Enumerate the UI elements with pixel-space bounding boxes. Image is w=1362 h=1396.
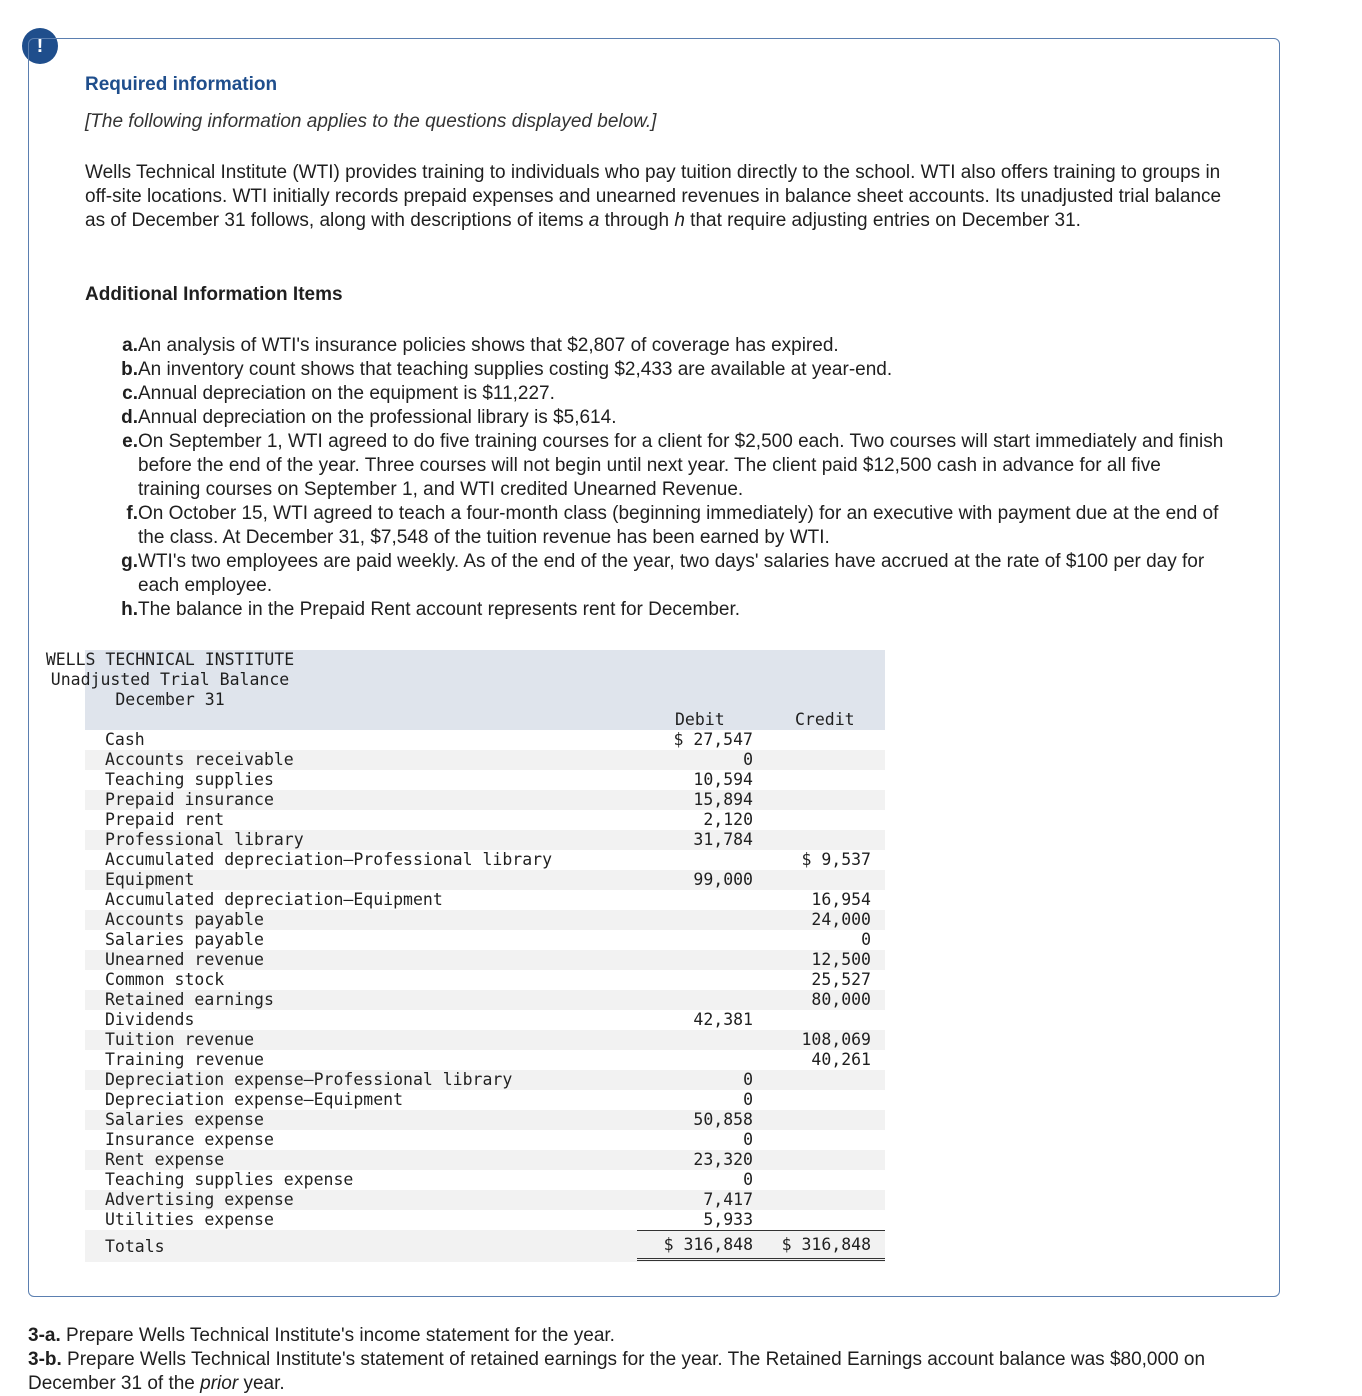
additional-info-list [115, 334, 1225, 622]
info-item-letter: g. [121, 551, 138, 572]
account-name: Accounts payable [105, 910, 264, 929]
account-name: Teaching supplies [105, 770, 274, 789]
account-name: Salaries payable [105, 930, 264, 949]
question-list [28, 1324, 1248, 1396]
account-name: Training revenue [105, 1050, 264, 1069]
account-name: Professional library [105, 830, 304, 849]
table-row [85, 1110, 885, 1130]
credit-amount: 25,527 [811, 970, 871, 989]
additional-info-heading: Additional Information Items [85, 284, 343, 305]
info-item [115, 598, 1225, 622]
totals-label: Totals [105, 1237, 165, 1256]
debit-amount: 99,000 [693, 870, 753, 889]
info-item-letter: f. [126, 503, 138, 524]
account-name: Advertising expense [105, 1190, 294, 1209]
debit-column-header: Debit [675, 710, 725, 729]
info-item-text: An inventory count shows that teaching supplies costing $2,433 are available at year-end. [138, 359, 893, 380]
info-item-letter: e. [122, 431, 138, 452]
table-row [85, 1210, 885, 1230]
debit-amount: $ 27,547 [673, 730, 753, 749]
table-row [85, 890, 885, 910]
debit-amount: 7,417 [703, 1190, 753, 1209]
table-row [85, 810, 885, 830]
info-item-text: Annual depreciation on the professional library is $5,614. [138, 407, 617, 428]
credit-amount: $ 9,537 [801, 850, 871, 869]
table-row [85, 970, 885, 990]
credit-amount: 108,069 [801, 1030, 871, 1049]
debit-amount: 15,894 [693, 790, 753, 809]
alert-icon: ! [22, 28, 58, 64]
trial-balance-table [45, 650, 885, 1262]
info-item-letter: h. [121, 599, 138, 620]
debit-amount: 0 [743, 1070, 753, 1089]
account-name: Cash [105, 730, 145, 749]
question-item: 3-b. Prepare Wells Technical Institute's statement of retained earnings for the year. The Retained Earnings account balance was $80,000 on December 31 of the prior year. [28, 1349, 1206, 1394]
table-row [85, 730, 885, 750]
account-name: Teaching supplies expense [105, 1170, 354, 1189]
table-row [85, 750, 885, 770]
intro-paragraph: Wells Technical Institute (WTI) provides training to individuals who pay tuition directly to the school. WTI also offers training to groups in off-site locations. WTI initially records prepaid expenses and unearned revenues in balance sheet accounts. Its unadjusted trial balance as of December 31 follows, along with descriptions of items a through h that require adjusting entries on December 31. [85, 162, 1222, 231]
info-item-text: The balance in the Prepaid Rent account represents rent for December. [138, 599, 741, 620]
debit-amount: 50,858 [693, 1110, 753, 1129]
table-row [85, 1130, 885, 1150]
account-name: Unearned revenue [105, 950, 264, 969]
account-name: Tuition revenue [105, 1030, 255, 1049]
table-row [85, 1190, 885, 1210]
info-item-letter: a. [122, 335, 138, 356]
table-row [85, 910, 885, 930]
credit-amount: 80,000 [811, 990, 871, 1009]
credit-amount: 0 [861, 930, 871, 949]
table-row [85, 770, 885, 790]
question-label: 3-a. [28, 1325, 61, 1346]
debit-amount: 42,381 [693, 1010, 753, 1029]
info-item [115, 406, 1225, 430]
account-name: Dividends [105, 1010, 195, 1029]
account-name: Retained earnings [105, 990, 274, 1009]
debit-amount: 23,320 [693, 1150, 753, 1169]
debit-amount: 0 [743, 1130, 753, 1149]
company-name: WELLS TECHNICAL INSTITUTE [45, 650, 295, 669]
debit-amount: 31,784 [693, 830, 753, 849]
info-item-text: An analysis of WTI's insurance policies shows that $2,807 of coverage has expired. [138, 335, 839, 356]
account-name: Equipment [105, 870, 195, 889]
required-info-title: Required information [85, 74, 278, 95]
table-row [85, 1030, 885, 1050]
debit-amount: 5,933 [703, 1210, 753, 1229]
statement-title: Unadjusted Trial Balance [50, 670, 290, 689]
table-row [85, 1010, 885, 1030]
info-item [115, 358, 1225, 382]
table-row [85, 990, 885, 1010]
account-name: Utilities expense [105, 1210, 274, 1229]
credit-column-header: Credit [795, 710, 855, 729]
credit-amount: 16,954 [811, 890, 871, 909]
info-item [115, 550, 1225, 598]
account-name: Prepaid rent [105, 810, 225, 829]
totals-row [85, 1230, 885, 1262]
account-name: Accounts receivable [105, 750, 294, 769]
totals-double-rule [637, 1258, 885, 1261]
question-item: 3-a. Prepare Wells Technical Institute's income statement for the year. [28, 1325, 615, 1346]
info-item [115, 430, 1225, 502]
info-item-text: Annual depreciation on the equipment is $11,227. [138, 383, 555, 404]
info-item-letter: d. [121, 407, 138, 428]
debit-amount: 2,120 [703, 810, 753, 829]
info-item-text: On September 1, WTI agreed to do five training courses for a client for $2,500 each. Two courses will start immediately and finish before the end of the year. Three courses will not begin until next year. The client paid $12,500 cash in advance for all five training courses on September 1, and WTI credited Unearned Revenue. [138, 431, 1224, 500]
trial-balance-header [45, 650, 885, 730]
table-row [85, 1090, 885, 1110]
credit-amount: 24,000 [811, 910, 871, 929]
table-row [85, 870, 885, 890]
table-row [85, 830, 885, 850]
account-name: Accumulated depreciation—Equipment [105, 890, 443, 909]
debit-amount: 0 [743, 1170, 753, 1189]
table-row [85, 790, 885, 810]
account-name: Depreciation expense—Equipment [105, 1090, 404, 1109]
account-name: Accumulated depreciation—Professional library [105, 850, 553, 869]
table-row [85, 850, 885, 870]
total-debit: $ 316,848 [663, 1235, 753, 1254]
account-name: Salaries expense [105, 1110, 264, 1129]
trial-balance-rows [85, 730, 885, 1230]
credit-amount: 40,261 [811, 1050, 871, 1069]
debit-amount: 0 [743, 1090, 753, 1109]
info-item [115, 502, 1225, 550]
info-item-letter: c. [122, 383, 138, 404]
account-name: Depreciation expense—Professional library [105, 1070, 513, 1089]
account-name: Common stock [105, 970, 225, 989]
statement-date: December 31 [115, 690, 225, 709]
table-row [85, 930, 885, 950]
debit-amount: 10,594 [693, 770, 753, 789]
table-row [85, 950, 885, 970]
table-row [85, 1050, 885, 1070]
table-row [85, 1150, 885, 1170]
table-row [85, 1170, 885, 1190]
account-name: Prepaid insurance [105, 790, 274, 809]
debit-amount: 0 [743, 750, 753, 769]
table-row [85, 1070, 885, 1090]
total-credit: $ 316,848 [781, 1235, 871, 1254]
info-item-text: On October 15, WTI agreed to teach a four-month class (beginning immediately) for an executive with payment due at the end of the class. At December 31, $7,548 of the tuition revenue has been earned by WTI. [138, 503, 1219, 548]
question-label: 3-b. [28, 1349, 62, 1370]
account-name: Insurance expense [105, 1130, 274, 1149]
credit-amount: 12,500 [811, 950, 871, 969]
info-note: [The following information applies to the questions displayed below.] [85, 111, 657, 132]
info-item-text: WTI's two employees are paid weekly. As of the end of the year, two days' salaries have accrued at the rate of $100 per day for each employee. [138, 551, 1205, 596]
account-name: Rent expense [105, 1150, 225, 1169]
info-item [115, 334, 1225, 358]
info-item-letter: b. [121, 359, 138, 380]
info-item [115, 382, 1225, 406]
